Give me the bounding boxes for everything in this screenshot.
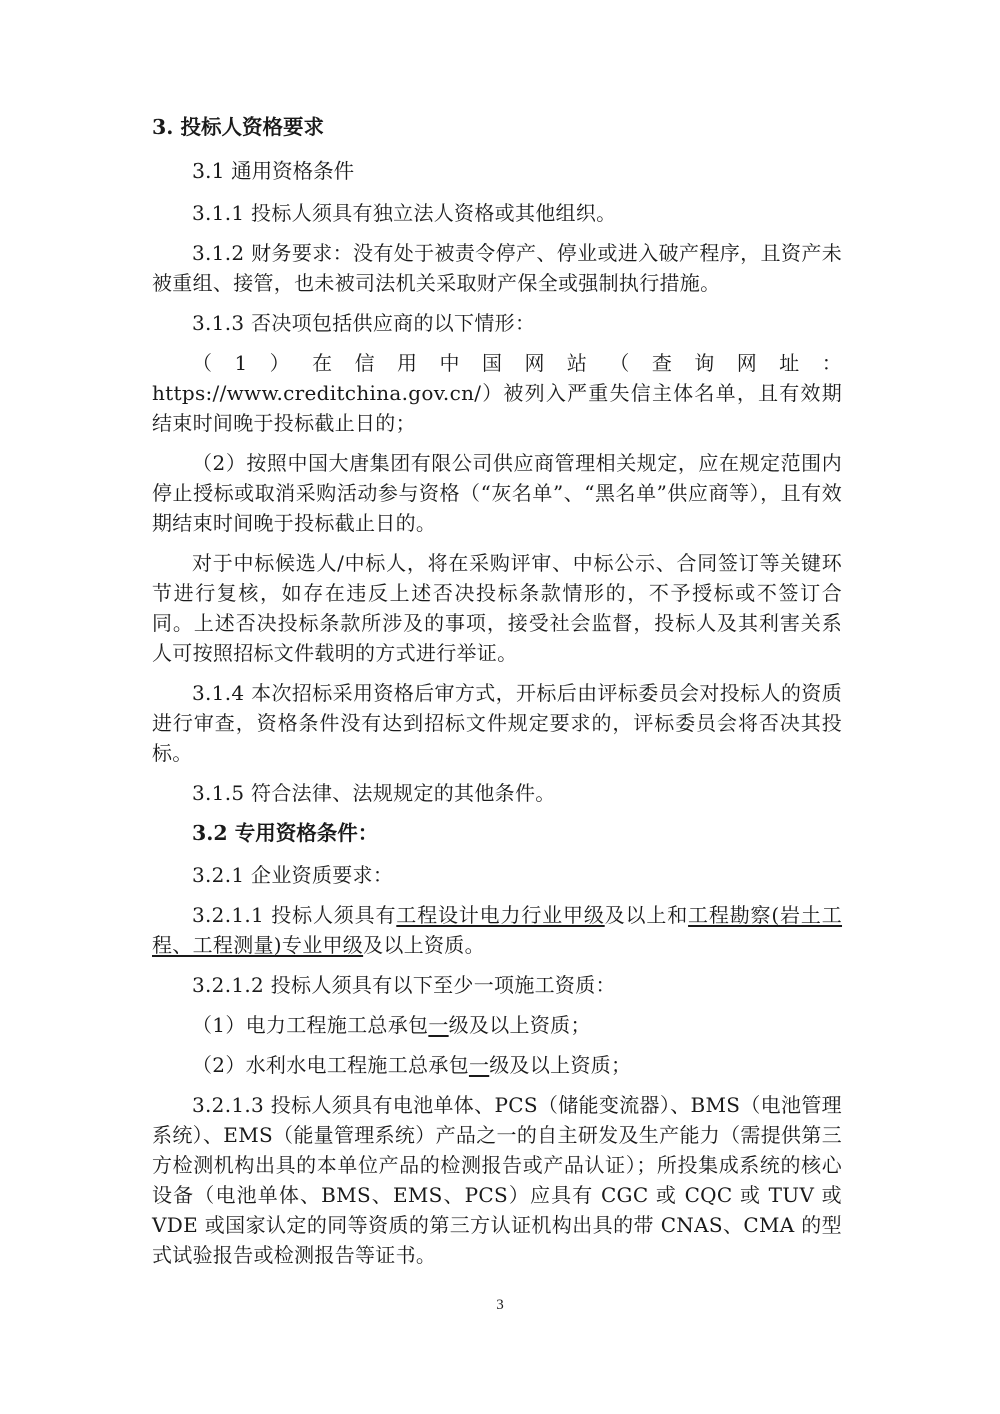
page-number: 3 (496, 1297, 504, 1313)
clause-3-2-1-1-middle: 及以上和 (604, 903, 689, 927)
clause-3-1-5: 3.1.5 符合法律、法规规定的其他条件。 (192, 781, 556, 805)
section-3-1-heading: 3.1 通用资格条件 (192, 159, 355, 183)
clause-3-1-3: 3.1.3 否决项包括供应商的以下情形： (192, 311, 536, 335)
clause-3-2-1-1-suffix: 及以上资质。 (363, 933, 485, 957)
clause-3-2-1-2-item-2 (152, 1050, 842, 1080)
clause-3-2-1-3: 3.2.1.3 投标人须具有电池单体、PCS（储能变流器）、BMS（电池管理系统）、EMS（能量管理系统）产品之一的自主研发及生产能力（需提供第三方检测机构出具的本单位产品的检测报告或产品认证）；所投集成系统的核心设备（电池单体、BMS、EMS、PCS）应具有 CGC 或 CQC 或 TUV 或 VDE 或国家认定的同等资质的第三方认证机构出具的带 CNAS、CMA 的型式试验报告或检测报告等证书。 (152, 1093, 842, 1267)
clause-3-1-1: 3.1.1 投标人须具有独立法人资格或其他组织。 (192, 201, 617, 225)
clause-3-1-2: 3.1.2 财务要求：没有处于被责令停产、停业或进入破产程序，且资产未被重组、接管，也未被司法机关采取财产保全或强制执行措施。 (152, 241, 842, 295)
clause-3-1-3-item-1: （1）在信用中国网站（查询网址：https://www.creditchina.gov.cn/）被列入严重失信主体名单，且有效期结束时间晚于投标截止日的； (152, 351, 842, 435)
qualification-design-grade: 工程设计电力行业甲级 (396, 903, 605, 927)
clause-3-2-1-2: 3.2.1.2 投标人须具有以下至少一项施工资质： (192, 973, 616, 997)
clause-3-2-1-2-item-1 (152, 1010, 842, 1040)
clause-3-1-3-item-2: （2）按照中国大唐集团有限公司供应商管理相关规定，应在规定范围内停止授标或取消采购活动参与资格（“灰名单”、“黑名单”供应商等），且有效期结束时间晚于投标截止日的。 (152, 451, 842, 535)
clause-3-2-1-1-prefix: 3.2.1.1 投标人须具有 (192, 903, 397, 927)
clause-3-1-4: 3.1.4 本次招标采用资格后审方式，开标后由评标委员会对投标人的资质进行审查，资格条件没有达到招标文件规定要求的，评标委员会将否决其投标。 (152, 681, 842, 765)
item-1-suffix: 级及以上资质； (448, 1013, 591, 1037)
review-note: 对于中标候选人/中标人，将在采购评审、中标公示、合同签订等关键环节进行复核，如存在违反上述否决投标条款情形的，不予授标或不签订合同。上述否决投标条款所涉及的事项，接受社会监督，投标人及其利害关系人可按照招标文件载明的方式进行举证。 (152, 551, 842, 665)
section-3-heading: 3. 投标人资格要求 (152, 115, 325, 139)
document-page (152, 112, 842, 1280)
item-2-suffix: 级及以上资质； (489, 1053, 632, 1077)
item-2-grade: 一 (468, 1053, 490, 1077)
qualification-survey-grade: 工程勘察(岩土工程、工程测量)专业甲级 (152, 903, 843, 957)
item-2-prefix: （2）水利水电工程施工总承包 (192, 1053, 469, 1077)
clause-3-2-1: 3.2.1 企业资质要求： (192, 863, 394, 887)
item-1-grade: 一 (428, 1013, 449, 1037)
item-1-prefix: （1）电力工程施工总承包 (192, 1013, 429, 1037)
section-3-2-heading: 3.2 专用资格条件： (192, 821, 379, 845)
clause-3-2-1-1 (152, 900, 842, 960)
